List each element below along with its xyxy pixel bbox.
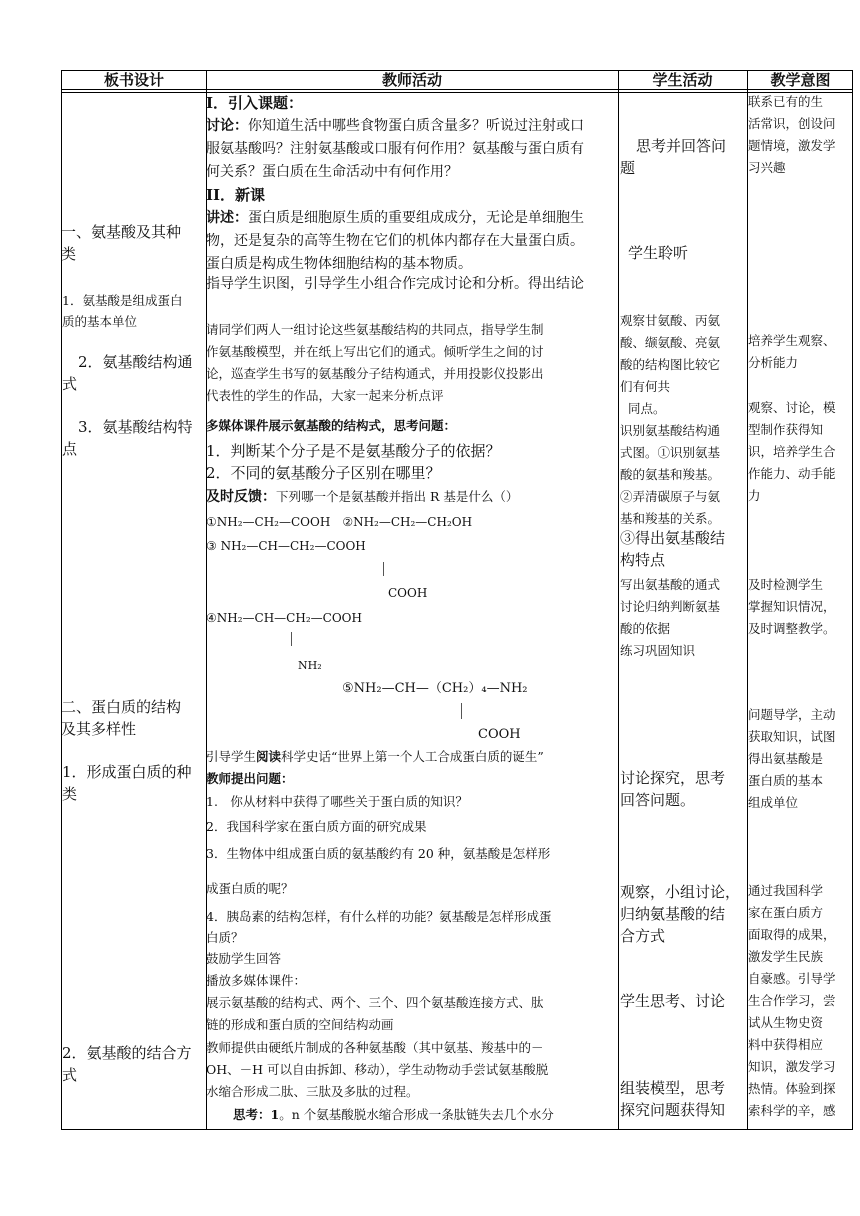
board-point: 点: [62, 440, 78, 458]
label-think: 思考：1: [233, 1107, 280, 1122]
formula-1-2: ①NH₂—CH₂—COOH ②NH₂—CH₂—CH₂OH: [206, 515, 473, 529]
intent-text: 及时检测学生: [748, 577, 824, 592]
intent-text: 知识，激发学习: [748, 1059, 836, 1074]
student-text: 构特点: [620, 551, 666, 569]
header-student-activity: 学生活动: [652, 71, 713, 89]
text-line: 多媒体课件展示氨基酸的结构式，思考问题：: [206, 418, 457, 433]
label-read: 阅读: [256, 749, 282, 764]
board-point: 类: [62, 785, 78, 803]
intent-text: 获取知识，试图: [748, 729, 836, 744]
text-line: 你知道生活中哪些食物蛋白质含量多？听说过注射或口: [248, 118, 584, 134]
text-line: 链的形成和蛋白质的空间结构动画: [206, 1017, 394, 1032]
text-line: OH、－H 可以自由拆卸、移动），学生动物动手尝试氨基酸脱: [206, 1062, 549, 1077]
intent-text: 作能力、动手能: [748, 466, 836, 481]
intent-text: 家在蛋白质方: [748, 905, 824, 920]
question-item: 1. 你从材料中获得了哪些关于蛋白质的知识？: [206, 794, 468, 809]
student-text: 写出氨基酸的通式: [620, 577, 721, 592]
intent-text: 料中获得相应: [748, 1037, 824, 1052]
intent-text: 索科学的辛，感: [748, 1103, 836, 1118]
section-title: I．引入课题：: [206, 94, 304, 112]
intent-text: 热情。体验到探: [748, 1081, 836, 1096]
student-text: 酸的依据: [620, 621, 671, 636]
intent-text: 联系已有的生: [748, 94, 824, 109]
section-heading: 类: [61, 245, 77, 263]
student-text: 学生聆听: [628, 244, 689, 262]
text-line: 下列哪一个是氨基酸并指出 R 基是什么（）: [276, 489, 519, 504]
student-text: 观察，小组讨论，: [620, 883, 741, 901]
intent-text: 活常识，创设问: [748, 116, 836, 131]
student-text: ③得出氨基酸结: [620, 529, 726, 547]
student-text: 基和羧基的关系。: [620, 511, 721, 526]
text-line: 作氨基酸模型，并在纸上写出它们的通式。倾听学生之间的讨: [206, 344, 544, 359]
intent-text: 型制作获得知: [748, 422, 824, 437]
student-text: 同点。: [628, 401, 666, 416]
intent-text: 观察、讨论，模: [748, 400, 836, 415]
intent-text: 问题导学，主动: [748, 707, 836, 722]
text-line: 蛋白质是构成生物体细胞结构的基本物质。: [206, 256, 472, 272]
text-line: 展示氨基酸的结构式、两个、三个、四个氨基酸连接方式、肽: [206, 995, 544, 1010]
header-divider: [62, 92, 852, 93]
student-text: 题: [620, 159, 636, 177]
formula-5: ⑤NH₂—CH—（CH₂）₄—NH₂: [342, 681, 528, 696]
board-point: 2．氨基酸结构通: [78, 353, 193, 371]
text-line: 蛋白质是细胞原生质的重要组成成分，无论是单细胞生: [248, 210, 584, 226]
student-text: 归纳氨基酸的结: [620, 905, 726, 923]
intent-text: 识，培养学生合: [748, 444, 836, 459]
header-teacher-activity: 教师活动: [381, 71, 442, 89]
intent-text: 生合作学习，尝: [748, 993, 836, 1008]
header-divider: [62, 89, 852, 90]
intent-text: 蛋白质的基本: [748, 773, 824, 788]
student-text: 组装模型，思考: [620, 1079, 726, 1097]
student-text: 们有何共: [620, 379, 671, 394]
text-line: 引导学生: [206, 749, 257, 764]
text-line: 成蛋白质的呢？: [206, 881, 294, 896]
board-point: 1．形成蛋白质的种: [62, 763, 192, 781]
text-line: 播放多媒体课件：: [206, 973, 307, 988]
section-heading: 一、氨基酸及其种: [61, 223, 182, 241]
intent-text: 激发学生民族: [748, 949, 824, 964]
label-feedback: 及时反馈：: [206, 489, 276, 505]
formula-3-branch: COOH: [388, 586, 428, 600]
text-line: 何关系？蛋白质在生命活动中有何作用？: [206, 164, 458, 180]
board-point: 式: [62, 375, 78, 393]
formula-5-branch: COOH: [478, 727, 521, 742]
header-teaching-intent: 教学意图: [770, 71, 831, 89]
bond-line: [383, 562, 384, 576]
intent-text: 试从生物史资: [748, 1015, 824, 1030]
label-discussion: 讨论：: [206, 118, 248, 134]
question-item: 3．生物体中组成蛋白质的氨基酸约有 20 种，氨基酸是怎样形: [206, 846, 551, 861]
intent-text: 分析能力: [748, 355, 799, 370]
text-line: 。n 个氨基酸脱水缩合形成一条肽链失去几个水分: [279, 1107, 554, 1122]
text-line: 教师提出问题：: [206, 771, 294, 786]
student-text: 探究问题获得知: [620, 1101, 726, 1119]
student-text: 酸的氨基和羧基。: [620, 467, 721, 482]
text-line: 代表性的学生的作品，大家一起来分析点评: [206, 388, 444, 403]
student-text: 练习巩固知识: [620, 643, 696, 658]
intent-text: 题情境，激发学: [748, 138, 836, 153]
bond-line: [461, 703, 462, 719]
header-board-design: 板书设计: [103, 71, 164, 89]
student-text: 酸的结构图比较它: [620, 357, 721, 372]
intent-text: 及时调整教学。: [748, 621, 836, 636]
formula-3: ③ NH₂—CH—CH₂—COOH: [206, 539, 366, 553]
student-text: ②弄清碳原子与氨: [620, 489, 721, 504]
intent-text: 掌握知识情况，: [748, 599, 836, 614]
label-lecture: 讲述：: [206, 210, 248, 226]
bond-line: [291, 632, 292, 646]
text-line: 物，还是复杂的高等生物在它们的机体内都存在大量蛋白质。: [206, 233, 584, 249]
text-line: 科学史话“世界上第一个人工合成蛋白质的诞生”: [281, 749, 544, 764]
board-point: 1．氨基酸是组成蛋白: [62, 293, 183, 308]
text-line: 服氨基酸吗？注射氨基酸或口服有何作用？氨基酸与蛋白质有: [206, 141, 584, 157]
section-heading: 二、蛋白质的结构: [61, 698, 182, 716]
student-text: 思考并回答问: [636, 137, 727, 155]
student-text: 讨论归纳判断氨基: [620, 599, 721, 614]
question-item: 1．判断某个分子是不是氨基酸分子的依据？: [206, 442, 501, 460]
text-line: 教师提供由硬纸片制成的各种氨基酸（其中氨基、羧基中的－: [206, 1040, 544, 1055]
formula-4-branch: NH₂: [298, 659, 322, 672]
text-line: 水缩合形成二肽、三肽及多肽的过程。: [206, 1084, 419, 1099]
text-line: 论，巡查学生书写的氨基酸分子结构通式，并用投影仪投影出: [206, 366, 544, 381]
student-text: 识别氨基酸结构通: [620, 423, 721, 438]
student-text: 酸、缬氨酸、亮氨: [620, 335, 721, 350]
board-point: 2．氨基酸的结合方: [62, 1044, 192, 1062]
intent-text: 得出氨基酸是: [748, 751, 824, 766]
student-text: 学生思考、讨论: [620, 992, 726, 1010]
question-item: 4．胰岛素的结构怎样，有什么样的功能？氨基酸是怎样形成蛋: [206, 909, 552, 924]
question-item: 2．我国科学家在蛋白质方面的研究成果: [206, 819, 427, 834]
question-item: 2．不同的氨基酸分子区别在哪里？: [206, 464, 441, 482]
intent-text: 习兴趣: [748, 160, 786, 175]
intent-text: 培养学生观察、: [748, 333, 836, 348]
student-text: 合方式: [620, 927, 666, 945]
intent-text: 面取得的成果，: [748, 927, 836, 942]
text-line: 鼓励学生回答: [206, 951, 282, 966]
intent-text: 通过我国科学: [748, 883, 824, 898]
board-point: 式: [62, 1066, 78, 1084]
student-text: 观察甘氨酸、丙氨: [620, 313, 721, 328]
intent-text: 力: [748, 488, 761, 503]
student-text: 讨论探究，思考: [620, 769, 726, 787]
board-point: 质的基本单位: [62, 314, 138, 329]
student-text: 式图。①识别氨基: [620, 445, 721, 460]
board-point: 3．氨基酸结构特: [78, 418, 193, 436]
text-line: 请同学们两人一组讨论这些氨基酸结构的共同点，指导学生制: [206, 322, 544, 337]
intent-text: 组成单位: [748, 795, 799, 810]
column-divider: [618, 71, 619, 1129]
section-title: II．新课: [206, 186, 266, 204]
formula-4: ④NH₂—CH—CH₂—COOH: [206, 611, 362, 625]
text-line: 指导学生识图，引导学生小组合作完成讨论和分析。得出结论: [206, 276, 584, 292]
student-text: 回答问题。: [620, 791, 696, 809]
intent-text: 自豪感。引导学: [748, 971, 836, 986]
section-heading: 及其多样性: [61, 720, 137, 738]
text-line: 白质？: [206, 930, 244, 945]
